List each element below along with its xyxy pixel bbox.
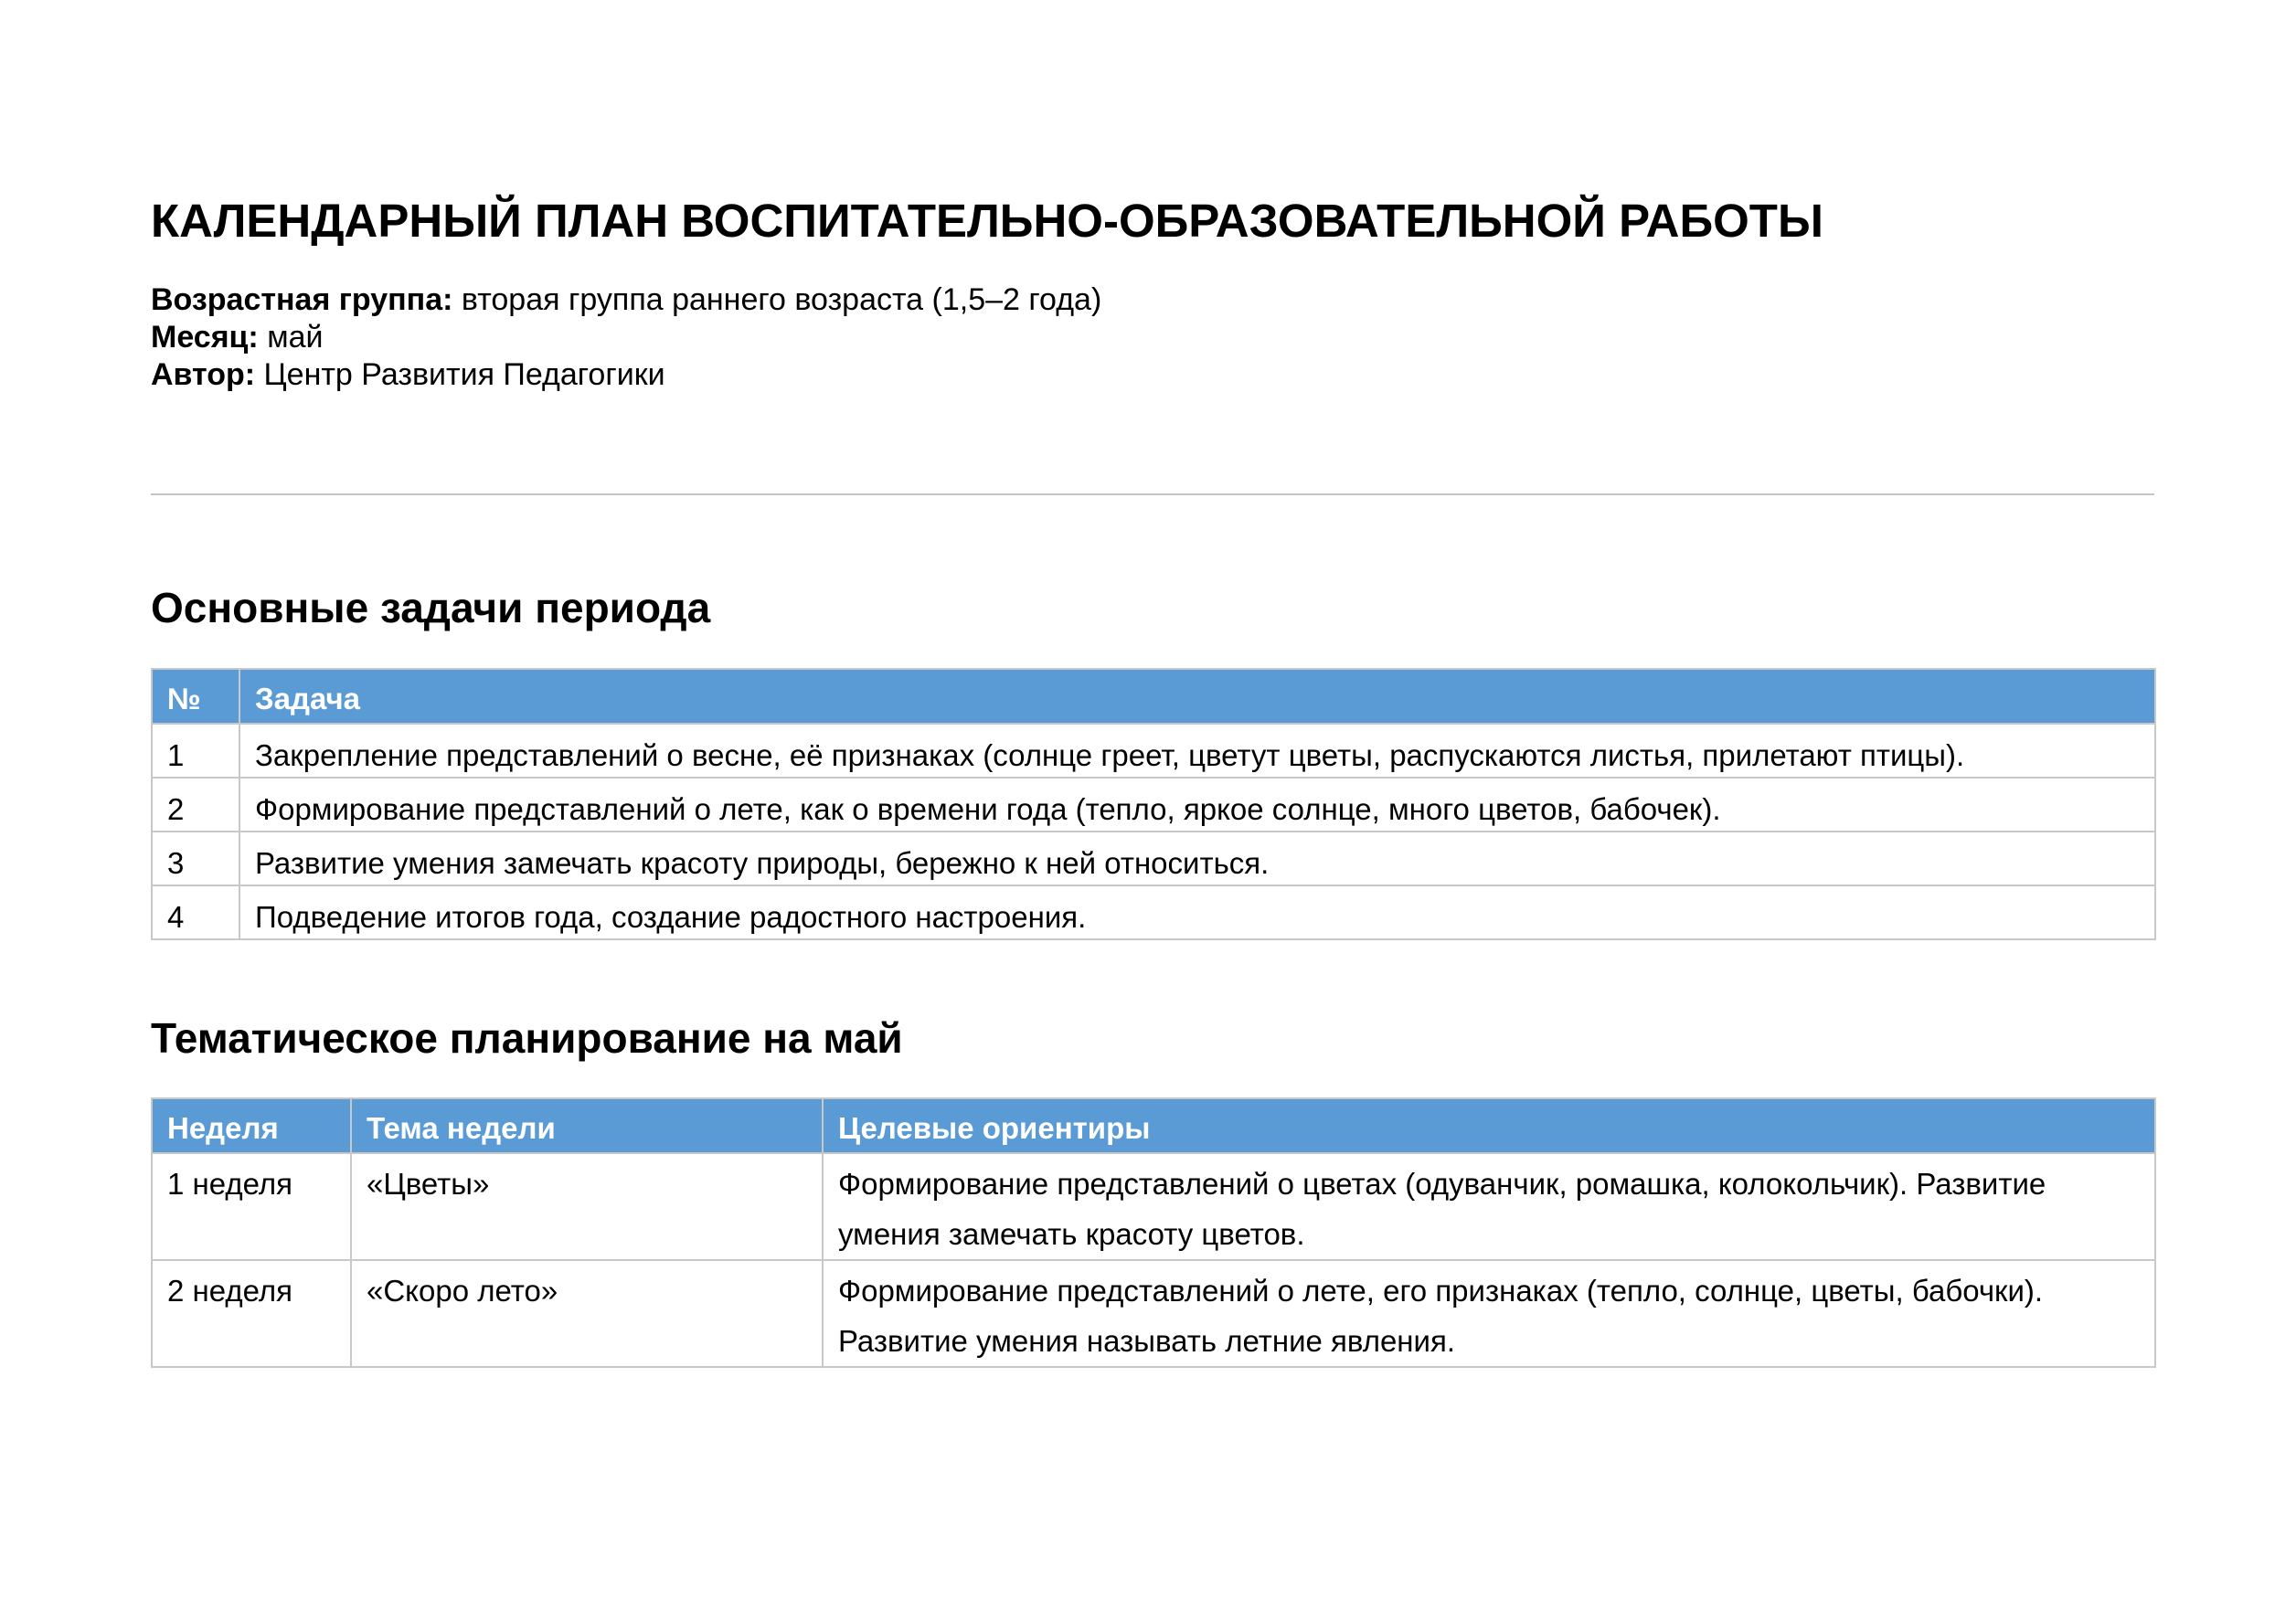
task-number: 4 [152,885,239,939]
task-number: 3 [152,832,239,885]
themes-section-title: Тематическое планирование на май [151,1014,903,1062]
column-header-week: Неделя [152,1098,351,1153]
column-header-theme: Тема недели [351,1098,823,1153]
column-header-number: № [152,669,239,724]
column-header-goals: Целевые ориентиры [823,1098,2155,1153]
meta-month [151,319,1101,356]
table-header-row [152,669,2155,724]
meta-age-group [151,281,1101,319]
meta-label: Возрастная группа: [151,282,453,317]
table-header-row [152,1098,2155,1153]
document-meta [151,281,1101,394]
column-header-task: Задача [239,669,2155,724]
tasks-section-title: Основные задачи периода [151,584,711,631]
task-text: Формирование представлений о лете, как о времени года (тепло, яркое солнце, много цветов, бабочек). [239,778,2155,832]
week-cell: 2 неделя [152,1260,351,1367]
document-title: КАЛЕНДАРНЫЙ ПЛАН ВОСПИТАТЕЛЬНО-ОБРАЗОВАТЕЛЬНОЙ РАБОТЫ [151,195,1823,247]
goals-cell: Формирование представлений о лете, его признаках (тепло, солнце, цветы, бабочки). Развитие умения называть летние явления. [823,1260,2155,1367]
table-row [152,778,2155,832]
goals-cell: Формирование представлений о цветах (одуванчик, ромашка, колокольчик). Развитие умения замечать красоту цветов. [823,1153,2155,1260]
horizontal-divider [151,493,2154,495]
week-cell: 1 неделя [152,1153,351,1260]
task-text: Закрепление представлений о весне, её признаках (солнце греет, цветут цветы, распускаются листья, прилетают птицы). [239,724,2155,778]
table-row [152,724,2155,778]
table-row [152,1153,2155,1260]
task-text: Развитие умения замечать красоту природы, бережно к ней относиться. [239,832,2155,885]
themes-table [151,1097,2156,1368]
task-number: 1 [152,724,239,778]
table-row [152,885,2155,939]
meta-value: май [258,320,324,355]
theme-cell: «Скоро лето» [351,1260,823,1367]
tasks-table [151,668,2156,940]
table-row [152,832,2155,885]
task-number: 2 [152,778,239,832]
table-row [152,1260,2155,1367]
meta-label: Автор: [151,357,256,392]
meta-value: Центр Развития Педагогики [255,357,665,392]
meta-author [151,356,1101,394]
task-text: Подведение итогов года, создание радостного настроения. [239,885,2155,939]
meta-value: вторая группа раннего возраста (1,5–2 года) [452,282,1102,317]
meta-label: Месяц: [151,320,259,355]
theme-cell: «Цветы» [351,1153,823,1260]
